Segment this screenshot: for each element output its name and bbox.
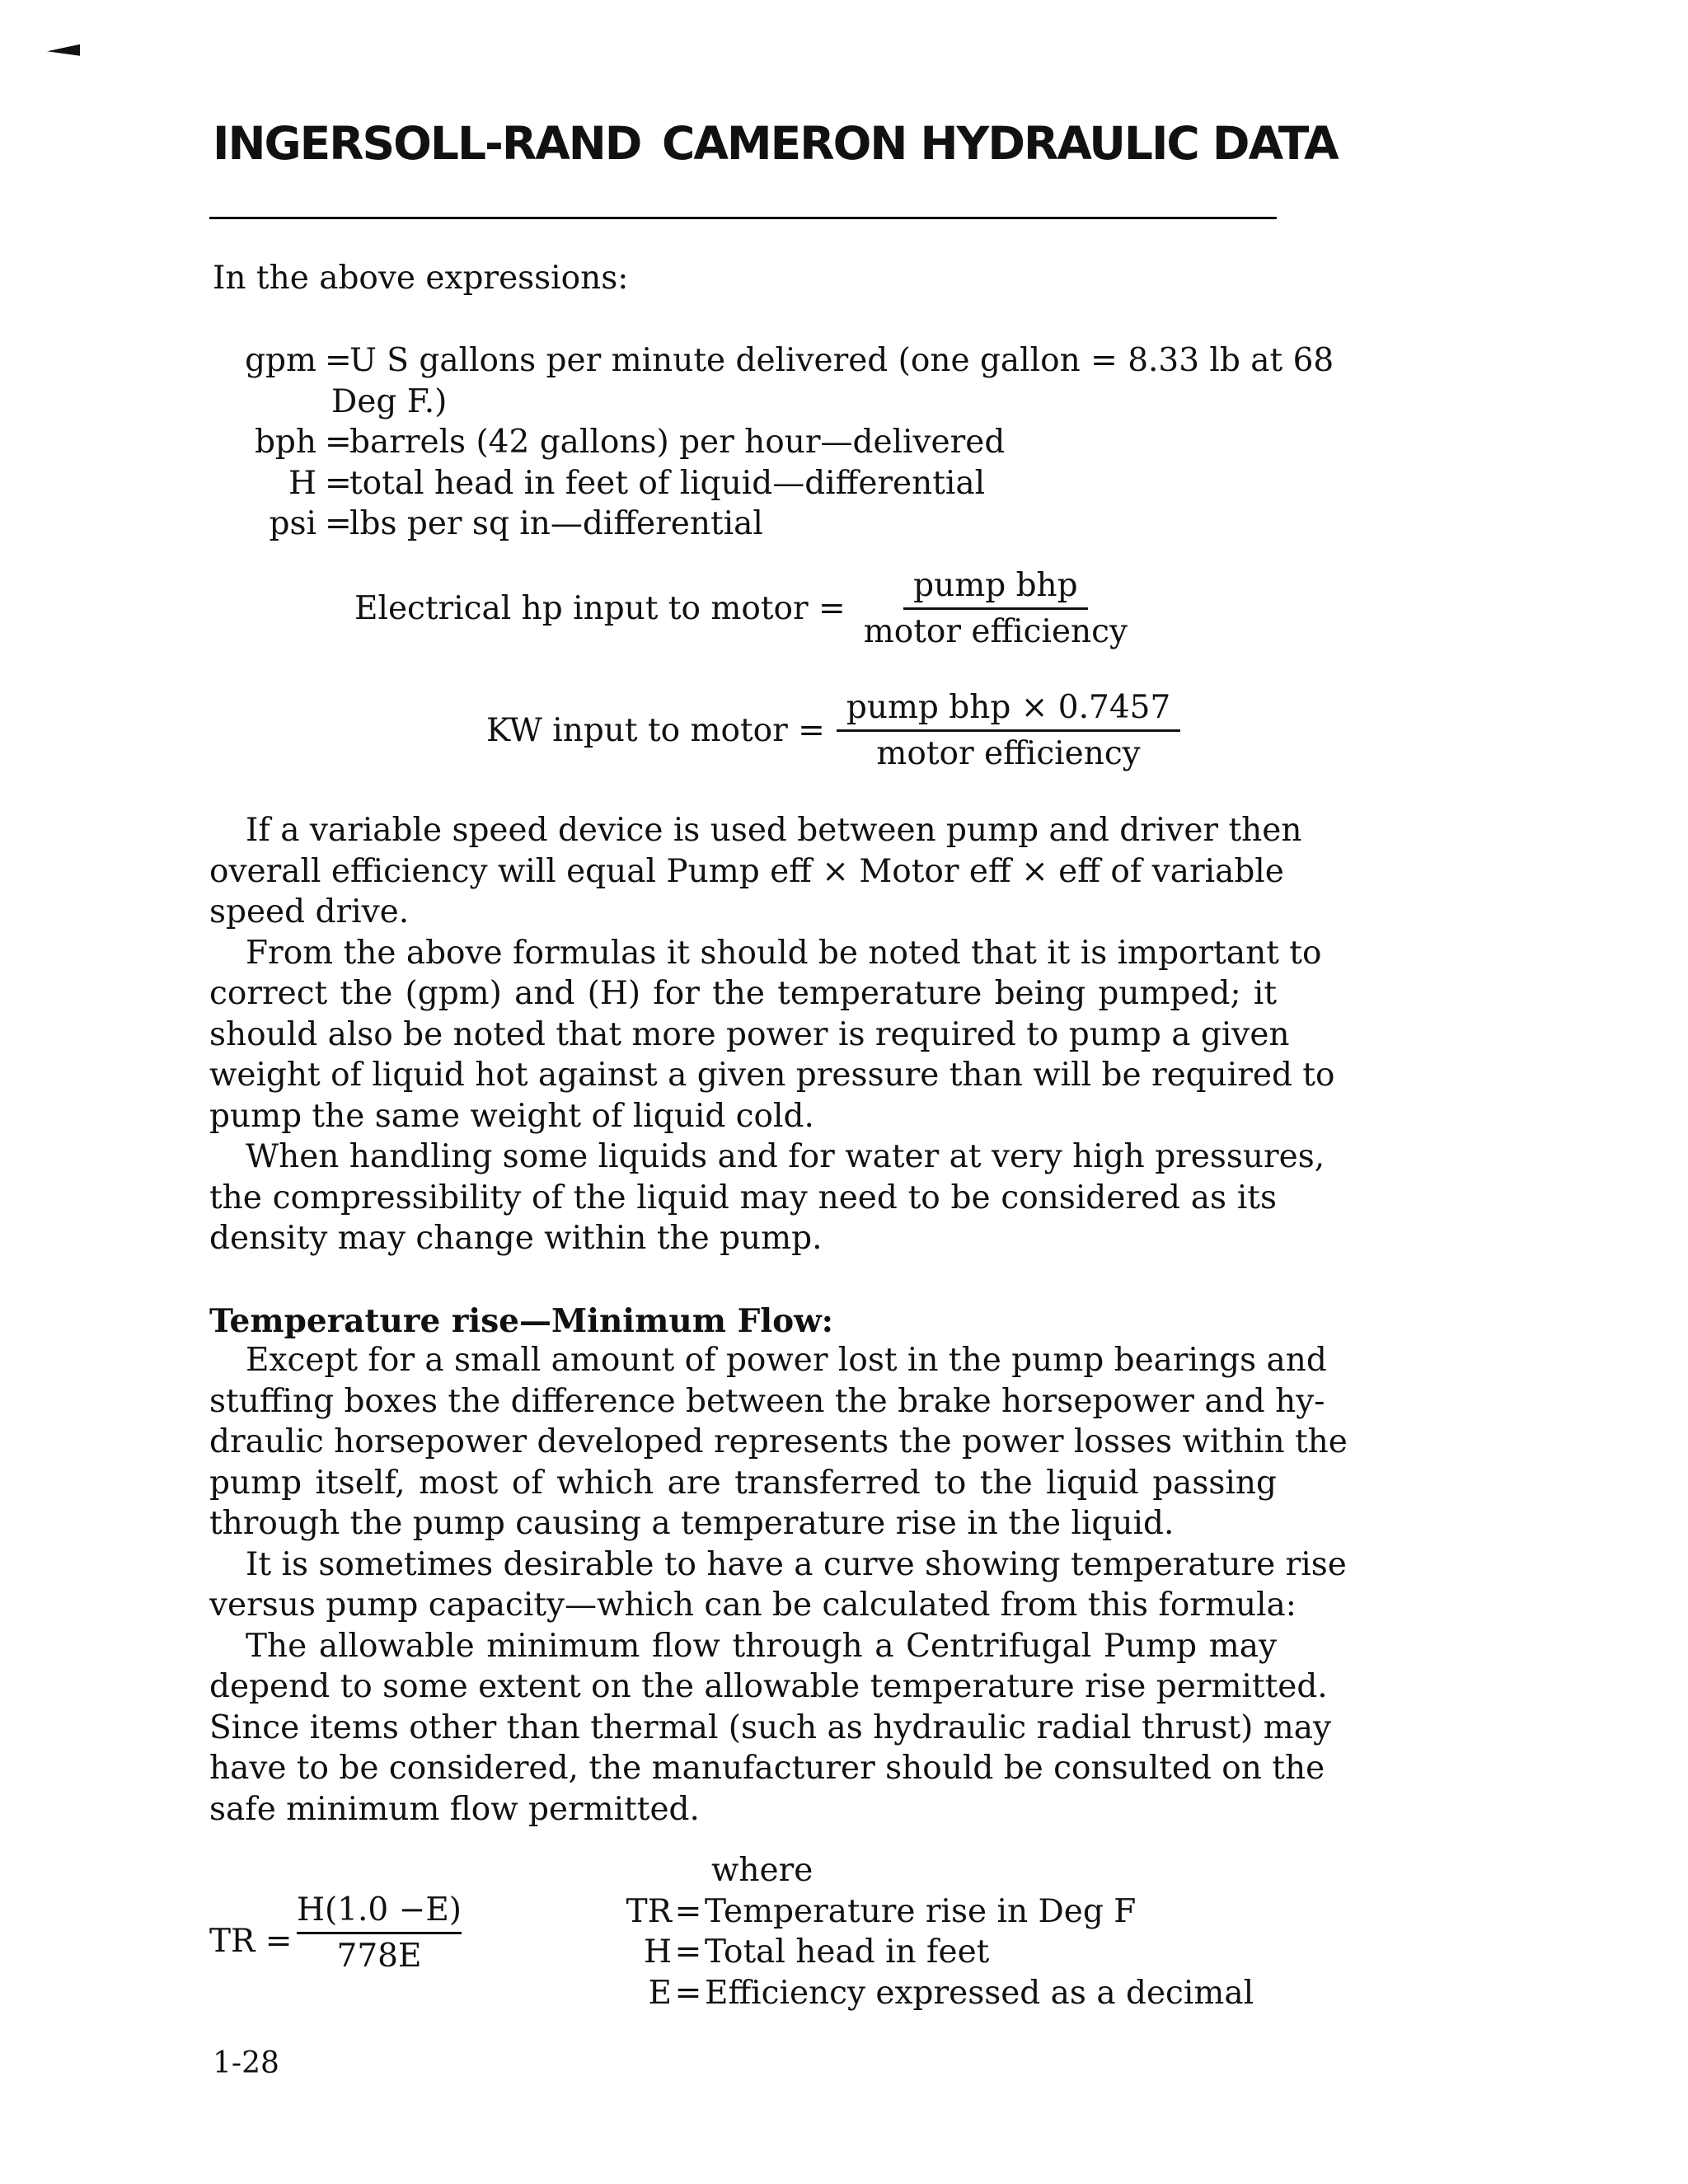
paragraph-line: density may change within the pump.: [209, 1220, 823, 1257]
electrical-hp-formula: [354, 567, 1134, 650]
definition-gpm: [209, 340, 1334, 382]
fraction: [837, 689, 1180, 772]
def-term: bph: [254, 424, 316, 461]
fraction-denominator: motor efficiency: [876, 735, 1141, 772]
header-rule: [209, 217, 1277, 219]
kw-input-formula: [486, 689, 1180, 772]
paragraph-line: Except for a small amount of power lost in the pump bearings and: [246, 1342, 1327, 1379]
definition-bph: [209, 422, 1334, 463]
def-equals: =: [325, 342, 352, 379]
paragraph-line: correct the (gpm) and (H) for the temperature being pumped; it: [209, 975, 1277, 1012]
def-continuation: Deg F.): [331, 382, 448, 420]
def-term: psi: [269, 505, 316, 542]
paragraph-line: versus pump capacity—which can be calculated from this formula:: [209, 1586, 1296, 1624]
def-equals: =: [325, 464, 352, 502]
where-item: [606, 1932, 1254, 1973]
paragraph-line: the compressibility of the liquid may need to be considered as its: [209, 1179, 1277, 1216]
where-term: TR: [626, 1892, 672, 1930]
paragraph-line: The allowable minimum flow through a Centrifugal Pump may: [246, 1627, 1277, 1665]
paragraph-line: through the pump causing a temperature rise in the liquid.: [209, 1505, 1175, 1542]
intro-text: In the above expressions:: [213, 260, 629, 297]
corner-mark: [47, 45, 80, 63]
where-term: H: [643, 1933, 672, 1971]
where-equals: =: [674, 1933, 702, 1971]
paragraph-line: pump itself, most of which are transferred to the liquid passing: [209, 1464, 1277, 1502]
paragraph-variable-speed: [209, 810, 1335, 1259]
paragraph-line: From the above formulas it should be noted that it is important to: [246, 934, 1322, 972]
fraction-numerator: pump bhp: [903, 567, 1087, 610]
paragraph-line: overall efficiency will equal Pump eff × Motor eff × eff of variable: [209, 852, 1284, 890]
fraction-numerator: pump bhp × 0.7457: [837, 689, 1180, 732]
where-label: where: [711, 1852, 814, 1889]
fraction: [297, 1891, 462, 1975]
section-temperature-rise: [209, 1340, 1348, 1830]
fraction-denominator: 778E: [336, 1938, 422, 1975]
section-heading: Temperature rise—Minimum Flow:: [209, 1302, 834, 1340]
where-item: [606, 1973, 1254, 2014]
def-equals: =: [325, 424, 352, 461]
where-equals: =: [674, 1892, 702, 1930]
where-text: Temperature rise in Deg F: [705, 1892, 1137, 1930]
where-term: E: [648, 1974, 672, 2012]
where-text: Efficiency expressed as a decimal: [705, 1974, 1254, 2012]
paragraph-line: should also be noted that more power is required to pump a given: [209, 1015, 1290, 1053]
paragraph-line: If a variable speed device is used between pump and driver then: [246, 812, 1302, 849]
formula-lhs: KW input to motor =: [486, 712, 825, 749]
def-text: barrels (42 gallons) per hour—delivered: [349, 424, 1006, 461]
paragraph-line: When handling some liquids and for water at very high pressures,: [246, 1138, 1325, 1175]
header-title: CAMERON HYDRAULIC DATA: [662, 117, 1338, 170]
fraction-numerator: H(1.0 −E): [297, 1891, 462, 1934]
def-text: U S gallons per minute delivered (one gallon = 8.33 lb at 68: [349, 342, 1334, 379]
paragraph-line: speed drive.: [209, 893, 410, 930]
paragraph-line: depend to some extent on the allowable temperature rise permitted.: [209, 1668, 1328, 1705]
paragraph-line: safe minimum flow permitted.: [209, 1790, 700, 1828]
page-number: 1-28: [213, 2046, 279, 2080]
formula-lhs: TR =: [209, 1923, 293, 1960]
definition-h: [209, 463, 1334, 504]
paragraph-line: pump the same weight of liquid cold.: [209, 1097, 814, 1135]
header-brand: INGERSOLL-RAND: [213, 117, 641, 170]
paragraph-line: draulic horsepower developed represents the power losses within the: [209, 1423, 1348, 1460]
def-term: H: [288, 464, 316, 502]
where-text: Total head in feet: [705, 1933, 990, 1971]
paragraph-line: have to be considered, the manufacturer should be consulted on the: [209, 1750, 1325, 1787]
def-equals: =: [325, 505, 352, 542]
where-item: [606, 1891, 1254, 1933]
definition-psi: [209, 504, 1334, 545]
def-text: lbs per sq in—differential: [349, 505, 763, 542]
fraction: [857, 567, 1134, 650]
paragraph-line: stuffing boxes the difference between the brake horsepower and hy-: [209, 1382, 1325, 1420]
paragraph-line: weight of liquid hot against a given pressure than will be required to: [209, 1057, 1335, 1094]
paragraph-line: It is sometimes desirable to have a curve showing temperature rise: [246, 1545, 1347, 1583]
fraction-denominator: motor efficiency: [863, 613, 1128, 650]
paragraph-line: Since items other than thermal (such as hydraulic radial thrust) may: [209, 1708, 1332, 1746]
def-term: gpm: [245, 342, 316, 379]
page-header: [213, 117, 1338, 170]
formula-lhs: Electrical hp input to motor =: [354, 590, 846, 627]
where-definitions: [606, 1850, 1254, 2013]
definitions-list: [209, 340, 1334, 545]
def-text: total head in feet of liquid—differential: [349, 464, 986, 502]
where-equals: =: [674, 1974, 702, 2012]
